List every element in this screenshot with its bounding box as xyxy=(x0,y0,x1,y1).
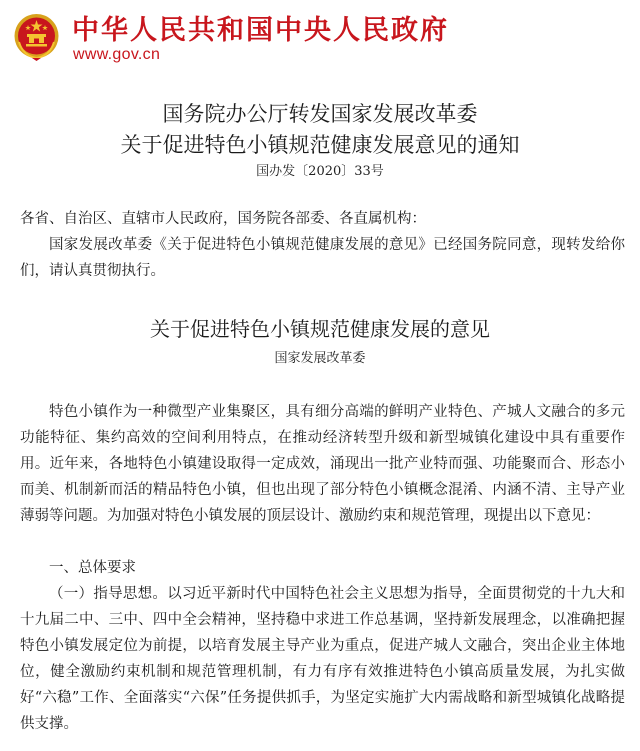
main-paragraph: 特色小镇作为一种微型产业集聚区，具有细分高端的鲜明产业特色、产城人文融合的多元功能特征、集约高效的空间利用特点，在推动经济转型升级和新型城镇化建设中具有重要作用。近年来，各地特色小镇建设取得一定成效，涌现出一批产业特而强、功能聚而合、形态小而美、机制新而活的精品特色小镇，但也出现了部分特色小镇概念混淆、内涵不清、主导产业薄弱等问题。为加强对特色小镇发展的顶层设计、激励约束和规范管理，现提出以下意见： xyxy=(20,404,625,524)
guiding-thought-paragraph: （一）指导思想。以习近平新时代中国特色社会主义思想为指导，全面贯彻党的十九大和十九届二中、三中、四中全会精神，坚持稳中求进工作总基调，坚持新发展理念，以准确把握特色小镇发展定位为前提，以培育发展主导产业为重点，促进产城人文融合，突出企业主体地位，健全激励约束机制和规范管理机制，有力有序有效推进特色小镇高质量发展，为扎实做好“六稳”工作、全面落实“六保”任务提供抓手，为坚定实施扩大内需战略和新型城镇化战略提供支撑。 xyxy=(20,586,625,732)
national-emblem-icon xyxy=(13,12,60,62)
intro-paragraph: 国家发展改革委《关于促进特色小镇规范健康发展的意见》已经国务院同意，现转发给你们，请认真贯彻执行。 xyxy=(20,237,625,279)
notice-title-line2: 关于促进特色小镇规范健康发展意见的通知 xyxy=(120,133,520,157)
site-title[interactable]: 中华人民共和国中央人民政府 xyxy=(72,15,449,46)
opinion-title: 关于促进特色小镇规范健康发展的意见 xyxy=(150,317,490,341)
notice-title-line1: 国务院办公厅转发国家发展改革委 xyxy=(162,102,478,126)
section-heading: 一、总体要求 xyxy=(49,560,136,576)
salutation: 各省、自治区、直辖市人民政府，国务院各部委、各直属机构： xyxy=(20,211,426,227)
opinion-issuer: 国家发展改革委 xyxy=(274,351,366,366)
site-header xyxy=(0,0,640,78)
document-number: 国办发〔2020〕33号 xyxy=(256,164,384,179)
site-url[interactable]: www.gov.cn xyxy=(73,46,161,63)
